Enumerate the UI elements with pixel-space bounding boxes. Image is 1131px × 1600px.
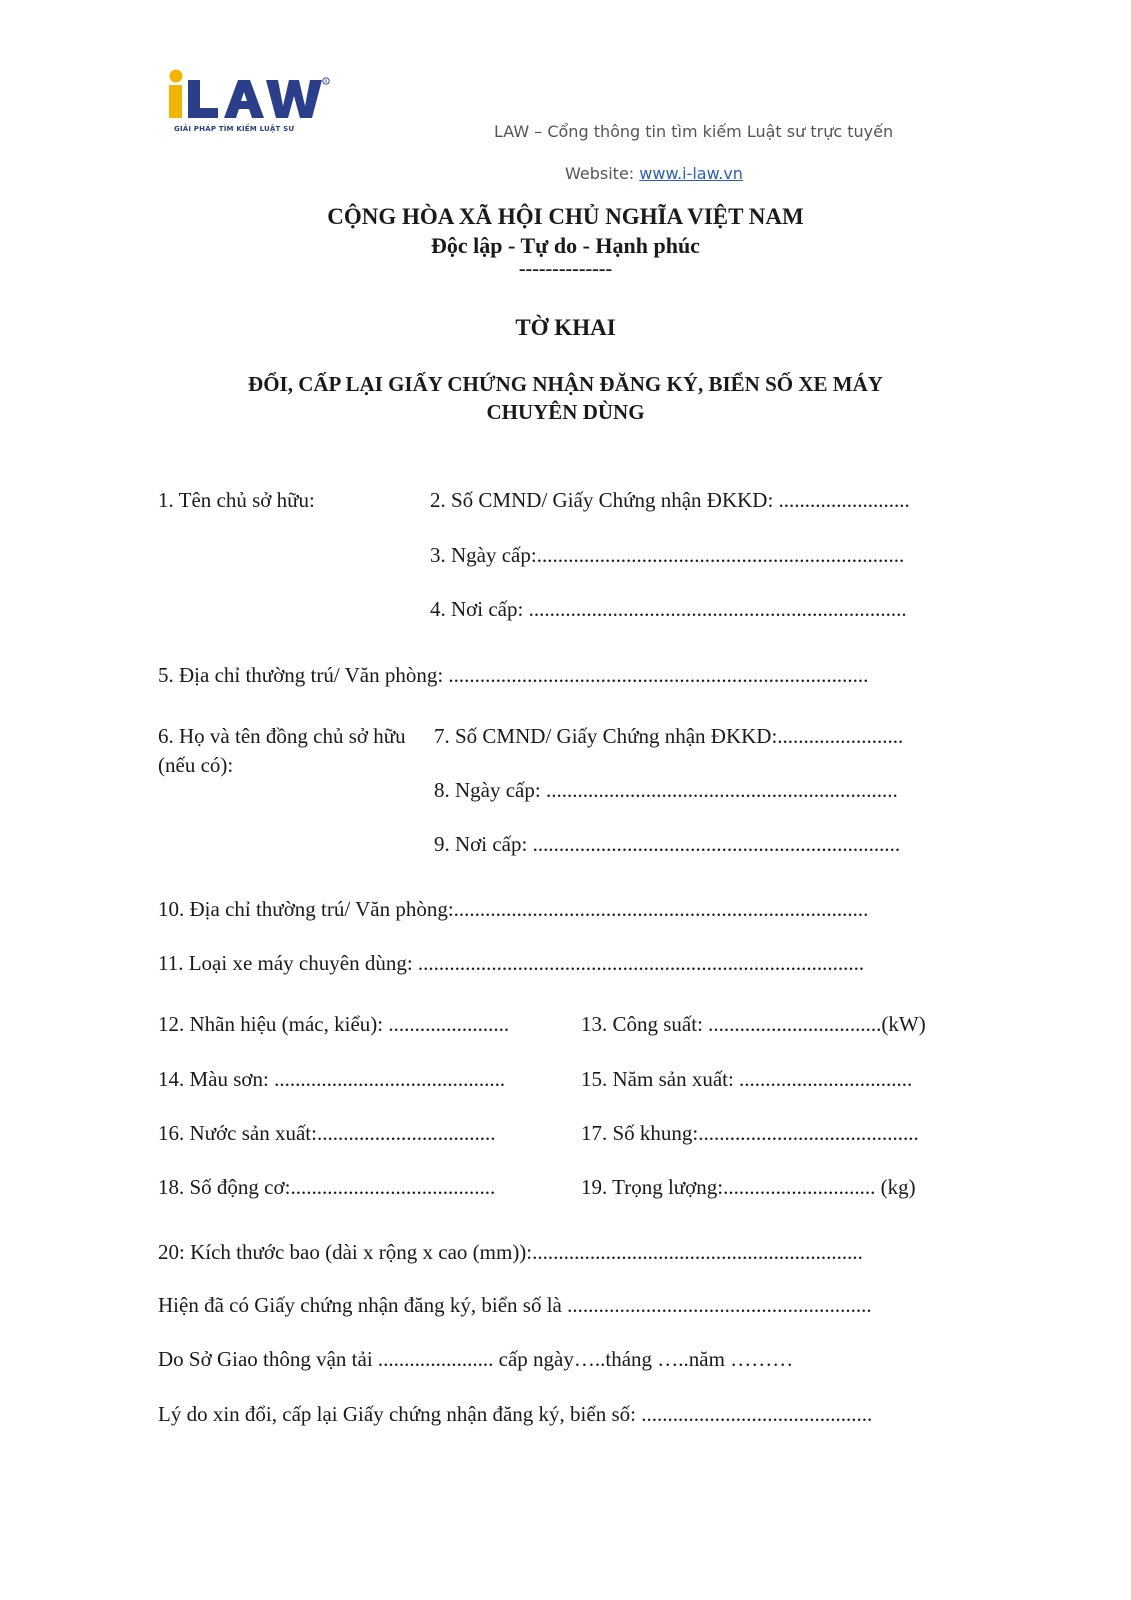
- field-manufacture-year[interactable]: 15. Năm sản xuất: .................................: [581, 1067, 913, 1091]
- field-co-owner-name: 6. Họ và tên đồng chủ sở hữu (nếu có):: [158, 724, 406, 777]
- field-issued-by[interactable]: Do Sở Giao thông vận tải ...................... cấp ngày…..tháng …..năm ………: [158, 1347, 794, 1371]
- website-link[interactable]: www.i-law.vn: [639, 164, 743, 183]
- ilaw-logo: [166, 68, 336, 138]
- field-power[interactable]: 13. Công suất: .................................(kW): [581, 1012, 926, 1036]
- field-co-owner-address[interactable]: 10. Địa chỉ thường trú/ Văn phòng:...............................................................................: [158, 897, 869, 921]
- field-owner-id-issue-place[interactable]: 4. Nơi cấp: ........................................................................: [430, 597, 907, 621]
- field-country-of-manufacture[interactable]: 16. Nước sản xuất:..................................: [158, 1121, 496, 1145]
- country-heading: CỘNG HÒA XÃ HỘI CHỦ NGHĨA VIỆT NAM: [327, 204, 804, 229]
- field-co-owner-id-issue-place[interactable]: 9. Nơi cấp: ......................................................................: [434, 832, 901, 856]
- field-owner-id-issue-date[interactable]: 3. Ngày cấp:......................................................................: [430, 543, 905, 567]
- form-subtitle: [0, 370, 1131, 426]
- svg-text:R: R: [324, 80, 328, 85]
- national-motto: Độc lập - Tự do - Hạnh phúc: [431, 233, 700, 258]
- field-machine-type[interactable]: 11. Loại xe máy chuyên dùng: .....................................................................................: [158, 951, 865, 975]
- form-subtitle-line-1: ĐỔI, CẤP LẠI GIẤY CHỨNG NHẬN ĐĂNG KÝ, BIỂN SỐ XE MÁY: [248, 372, 883, 396]
- form-title: TỜ KHAI: [515, 315, 616, 340]
- field-owner-name: 1. Tên chủ sở hữu:: [158, 488, 315, 512]
- field-co-owner-id-number[interactable]: 7. Số CMND/ Giấy Chứng nhận ĐKKD:........................: [434, 724, 904, 748]
- field-owner-id-number[interactable]: 2. Số CMND/ Giấy Chứng nhận ĐKKD: .........................: [430, 488, 910, 512]
- form-subtitle-line-2: CHUYÊN DÙNG: [486, 400, 645, 424]
- heading-divider: --------------: [518, 258, 613, 280]
- field-co-owner-id-issue-date[interactable]: 8. Ngày cấp: ...................................................................: [434, 778, 898, 802]
- logo-tagline: GIẢI PHÁP TÌM KIẾM LUẬT SƯ: [174, 125, 295, 133]
- field-reason[interactable]: Lý do xin đổi, cấp lại Giấy chứng nhận đăng ký, biển số: ............................................: [158, 1402, 873, 1426]
- field-frame-number[interactable]: 17. Số khung:..........................................: [581, 1121, 919, 1145]
- field-weight[interactable]: 19. Trọng lượng:............................. (kg): [581, 1175, 916, 1199]
- portal-text: LAW – Cổng thông tin tìm kiếm Luật sư trực tuyến: [494, 122, 894, 141]
- field-existing-registration[interactable]: Hiện đã có Giấy chứng nhận đăng ký, biển số là ..........................................................: [158, 1293, 872, 1317]
- field-owner-address[interactable]: 5. Địa chỉ thường trú/ Văn phòng: ................................................................................: [158, 663, 869, 687]
- field-paint-color[interactable]: 14. Màu sơn: ............................................: [158, 1067, 506, 1091]
- website-label: Website:: [565, 164, 635, 183]
- website-line: [565, 164, 743, 183]
- field-brand-model[interactable]: 12. Nhãn hiệu (mác, kiểu): .......................: [158, 1012, 510, 1036]
- field-engine-number[interactable]: 18. Số động cơ:.......................................: [158, 1175, 496, 1199]
- field-dimensions[interactable]: 20: Kích thước bao (dài x rộng x cao (mm)):...............................................................: [158, 1240, 863, 1264]
